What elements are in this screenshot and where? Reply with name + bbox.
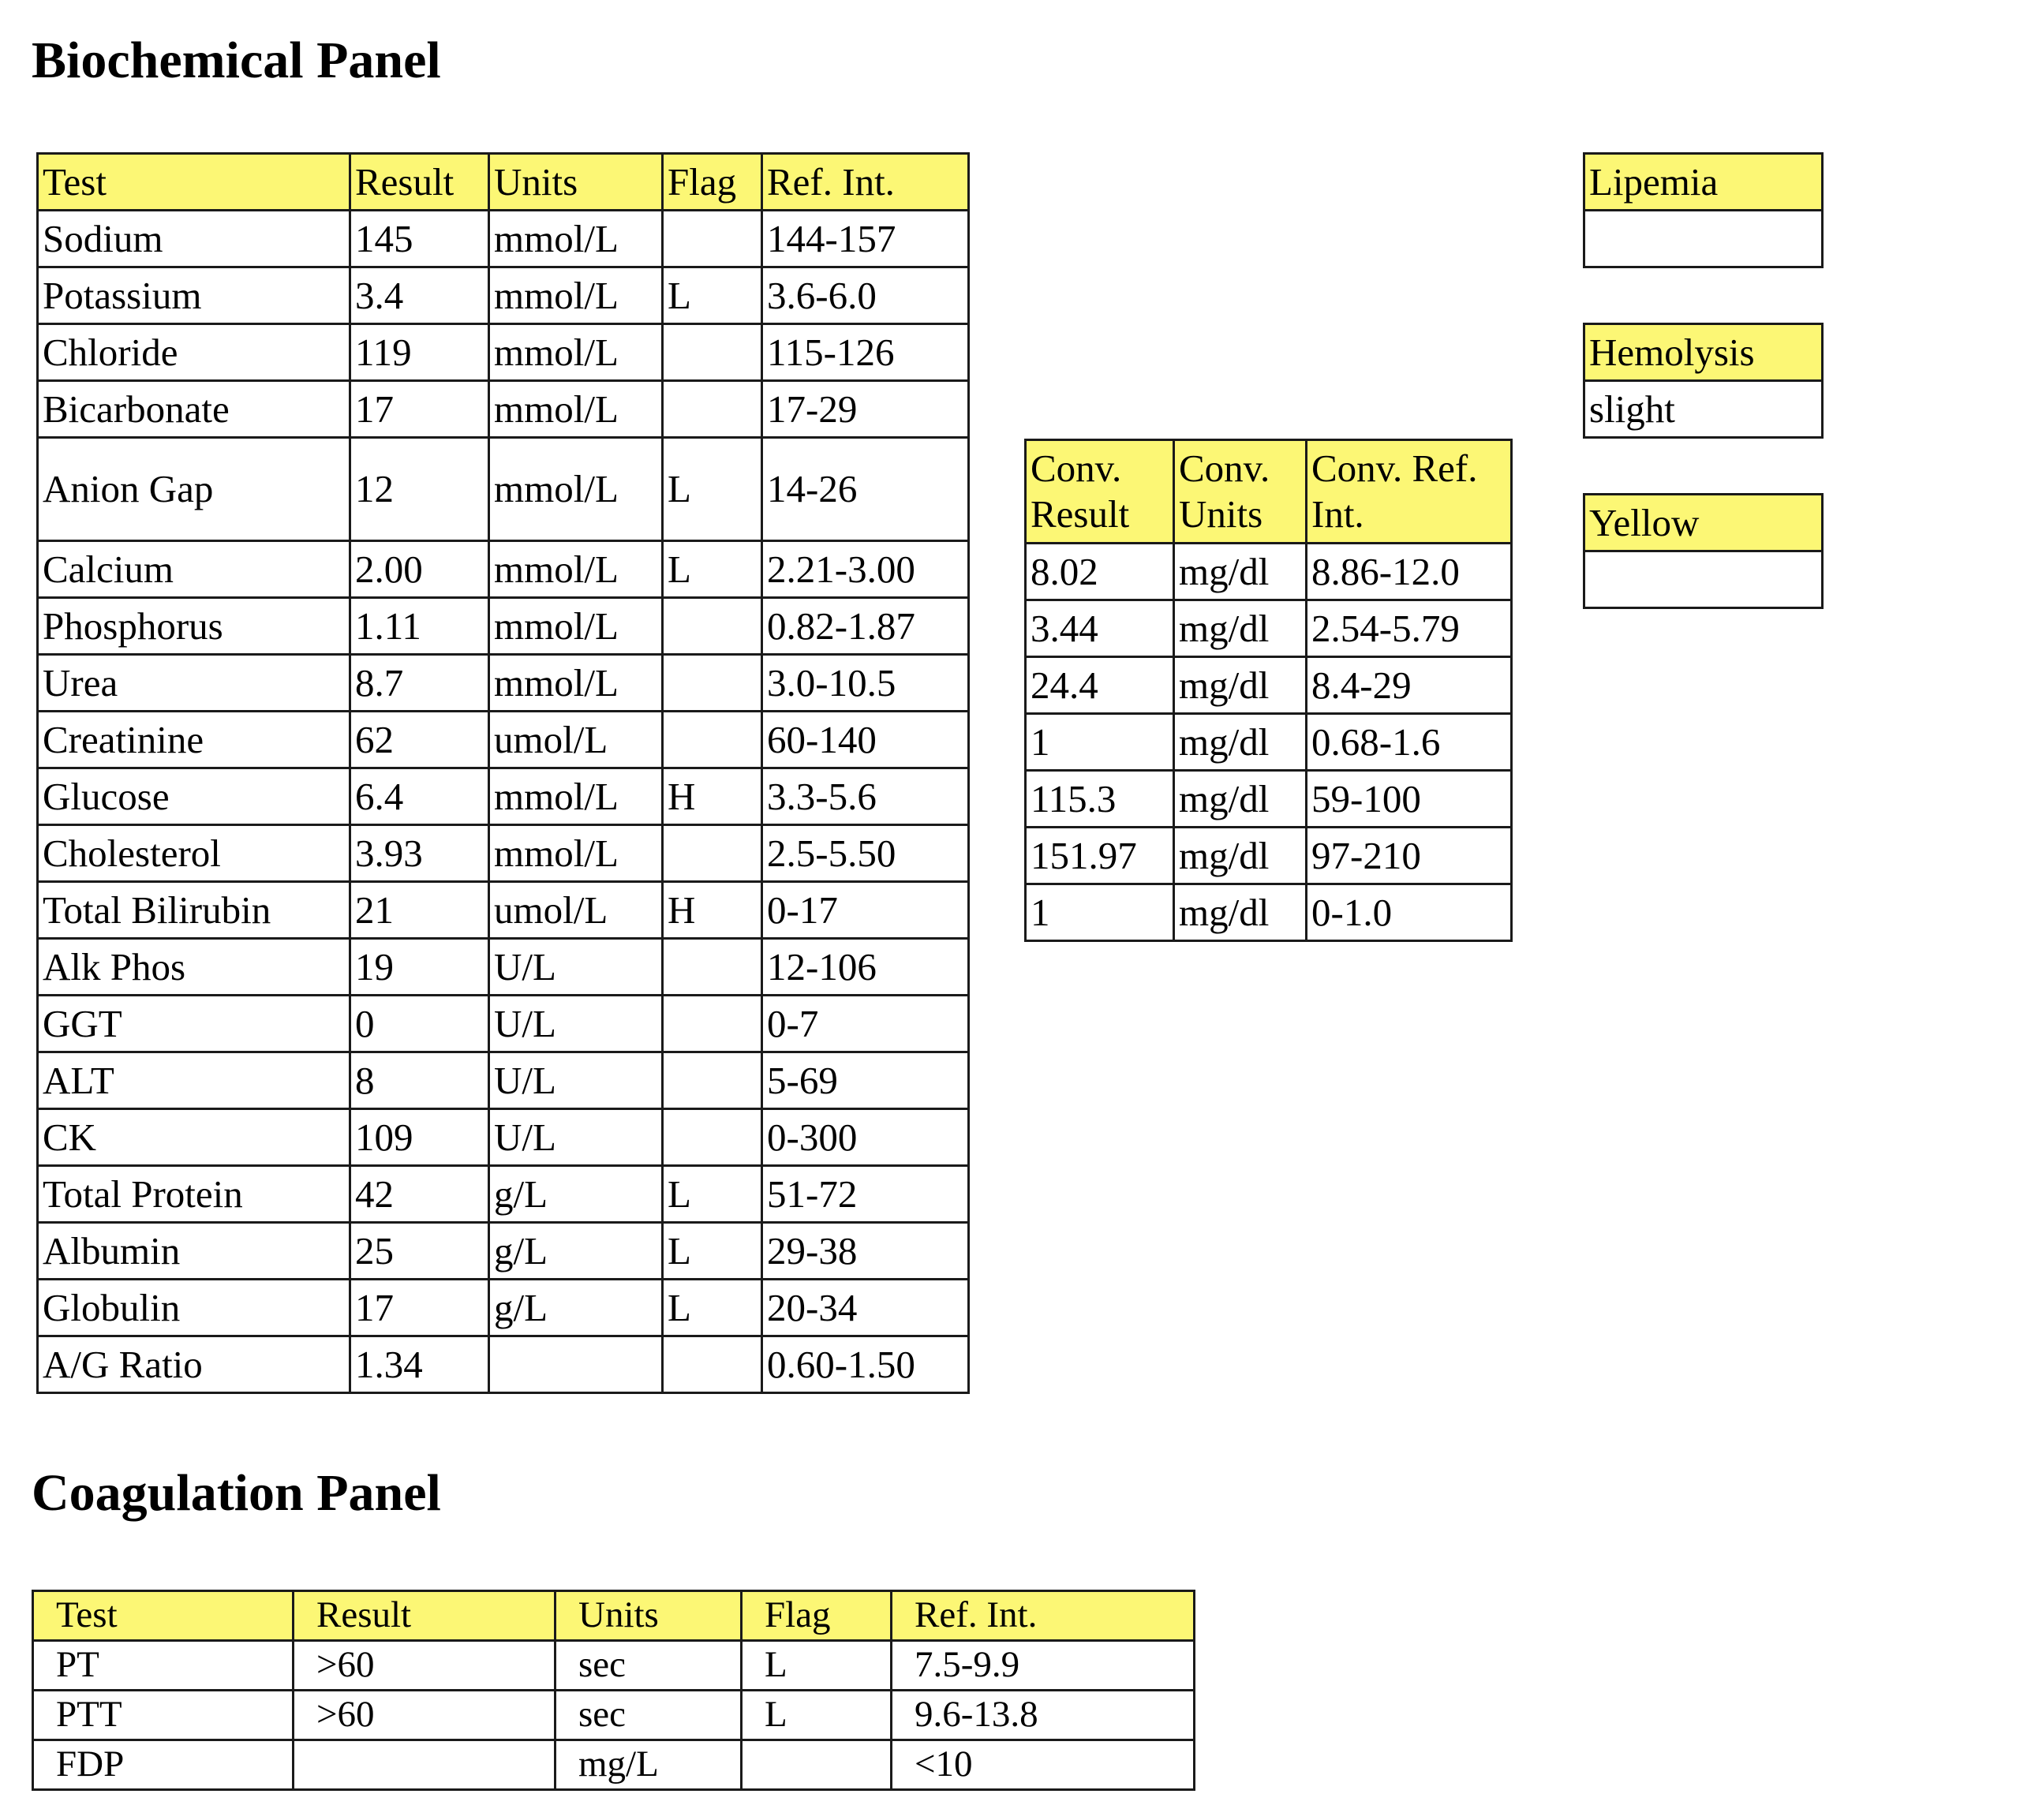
sample-quality-label-row bbox=[1584, 495, 1823, 551]
table-header-row-cell: Flag bbox=[663, 154, 762, 211]
table-row-cell: 145 bbox=[350, 211, 489, 267]
table-row-cell: mmol/L bbox=[489, 598, 663, 655]
table-row-cell: mmol/L bbox=[489, 267, 663, 324]
conversion-table bbox=[1024, 439, 1513, 942]
table-row-cell: 51-72 bbox=[762, 1166, 969, 1223]
table-row-cell: Anion Gap bbox=[38, 438, 350, 541]
sample-quality-label: Lipemia bbox=[1584, 154, 1823, 211]
table-row-cell bbox=[663, 381, 762, 438]
table-header-row-cell: Ref. Int. bbox=[892, 1591, 1195, 1641]
table-row-cell: 20-34 bbox=[762, 1280, 969, 1336]
table-row-cell: 97-210 bbox=[1307, 828, 1512, 884]
table-row-cell bbox=[742, 1740, 892, 1790]
table-row bbox=[38, 267, 969, 324]
table-row-cell: umol/L bbox=[489, 712, 663, 768]
table-row bbox=[1026, 600, 1512, 657]
table-row-cell: 2.5-5.50 bbox=[762, 825, 969, 882]
table-row-cell: 29-38 bbox=[762, 1223, 969, 1280]
table-row-cell: L bbox=[663, 541, 762, 598]
table-row-cell: 3.44 bbox=[1026, 600, 1174, 657]
table-row-cell: L bbox=[663, 1280, 762, 1336]
table-row-cell: 115.3 bbox=[1026, 771, 1174, 828]
table-row-cell bbox=[663, 1109, 762, 1166]
table-row-cell: PTT bbox=[33, 1691, 294, 1740]
table-row-cell bbox=[663, 1336, 762, 1393]
table-row bbox=[38, 211, 969, 267]
table-row-cell: 109 bbox=[350, 1109, 489, 1166]
table-row bbox=[1026, 884, 1512, 941]
table-row-cell: 3.0-10.5 bbox=[762, 655, 969, 712]
table-row-cell: 1 bbox=[1026, 714, 1174, 771]
table-row-cell: 0-300 bbox=[762, 1109, 969, 1166]
table-row bbox=[38, 1223, 969, 1280]
table-row-cell: CK bbox=[38, 1109, 350, 1166]
table-row bbox=[1026, 828, 1512, 884]
table-row bbox=[1026, 544, 1512, 600]
table-row-cell: U/L bbox=[489, 996, 663, 1052]
table-header-row-cell: Conv. Ref. Int. bbox=[1307, 440, 1512, 544]
sample-quality-value-row bbox=[1584, 211, 1823, 267]
table-header-row-cell: Result bbox=[350, 154, 489, 211]
table-row-cell: 119 bbox=[350, 324, 489, 381]
table-row-cell: 14-26 bbox=[762, 438, 969, 541]
table-row-cell bbox=[663, 324, 762, 381]
table-row bbox=[38, 655, 969, 712]
table-row-cell: 59-100 bbox=[1307, 771, 1512, 828]
table-row-cell: 0-7 bbox=[762, 996, 969, 1052]
table-row-cell: Creatinine bbox=[38, 712, 350, 768]
table-row-cell: mg/dl bbox=[1174, 657, 1307, 714]
table-row bbox=[38, 1109, 969, 1166]
table-row-cell: 8.86-12.0 bbox=[1307, 544, 1512, 600]
table-row-cell: 17-29 bbox=[762, 381, 969, 438]
table-header-row bbox=[1026, 440, 1512, 544]
biochemical-panel-title: Biochemical Panel bbox=[32, 32, 441, 89]
table-row-cell: >60 bbox=[294, 1641, 556, 1691]
table-row-cell: mg/dl bbox=[1174, 600, 1307, 657]
table-row-cell: U/L bbox=[489, 1109, 663, 1166]
table-row-cell: sec bbox=[556, 1691, 742, 1740]
sample-quality-table bbox=[1583, 152, 1824, 609]
table-row-cell: 9.6-13.8 bbox=[892, 1691, 1195, 1740]
table-row-cell: 8.7 bbox=[350, 655, 489, 712]
table-row-cell: Bicarbonate bbox=[38, 381, 350, 438]
table-row bbox=[38, 939, 969, 996]
table-row-cell: mmol/L bbox=[489, 825, 663, 882]
table-row-cell: >60 bbox=[294, 1691, 556, 1740]
table-header-row bbox=[33, 1591, 1195, 1641]
table-row-cell: 0 bbox=[350, 996, 489, 1052]
table-row-cell bbox=[294, 1740, 556, 1790]
table-row-cell: H bbox=[663, 768, 762, 825]
table-row-cell: 0.82-1.87 bbox=[762, 598, 969, 655]
table-row-cell: 6.4 bbox=[350, 768, 489, 825]
table-row-cell: 3.3-5.6 bbox=[762, 768, 969, 825]
table-row-cell: U/L bbox=[489, 939, 663, 996]
table-row bbox=[38, 1336, 969, 1393]
table-row-cell: H bbox=[663, 882, 762, 939]
table-row-cell: mg/dl bbox=[1174, 771, 1307, 828]
table-row-cell bbox=[663, 939, 762, 996]
table-row-cell: Total Protein bbox=[38, 1166, 350, 1223]
sample-quality-value-row bbox=[1584, 381, 1823, 438]
spacer bbox=[1584, 438, 1823, 495]
coagulation-panel-title: Coagulation Panel bbox=[32, 1464, 441, 1522]
table-row bbox=[38, 1166, 969, 1223]
table-row-cell bbox=[663, 598, 762, 655]
table-row-cell: <10 bbox=[892, 1740, 1195, 1790]
table-row-cell: 42 bbox=[350, 1166, 489, 1223]
table-row-cell: L bbox=[663, 1223, 762, 1280]
table-row-cell: g/L bbox=[489, 1280, 663, 1336]
table-row-cell: L bbox=[663, 438, 762, 541]
table-row-cell: mg/dl bbox=[1174, 884, 1307, 941]
table-row-cell: 3.6-6.0 bbox=[762, 267, 969, 324]
table-row-cell: 2.54-5.79 bbox=[1307, 600, 1512, 657]
table-row-cell: Potassium bbox=[38, 267, 350, 324]
table-row-cell: ALT bbox=[38, 1052, 350, 1109]
table-row-cell: U/L bbox=[489, 1052, 663, 1109]
table-row bbox=[38, 1052, 969, 1109]
table-row-cell: Albumin bbox=[38, 1223, 350, 1280]
table-row-cell: 8 bbox=[350, 1052, 489, 1109]
table-row-cell: Chloride bbox=[38, 324, 350, 381]
table-row bbox=[38, 541, 969, 598]
table-row-cell: mmol/L bbox=[489, 541, 663, 598]
table-row-cell: FDP bbox=[33, 1740, 294, 1790]
table-row-cell bbox=[663, 712, 762, 768]
table-row-cell: 1.34 bbox=[350, 1336, 489, 1393]
table-header-row-cell: Units bbox=[489, 154, 663, 211]
sample-quality-label-row bbox=[1584, 324, 1823, 381]
table-row-cell bbox=[663, 655, 762, 712]
table-row-cell: 60-140 bbox=[762, 712, 969, 768]
table-row-cell: 0.60-1.50 bbox=[762, 1336, 969, 1393]
table-header-row-cell: Ref. Int. bbox=[762, 154, 969, 211]
table-row bbox=[1026, 714, 1512, 771]
sample-quality-value bbox=[1584, 551, 1823, 608]
sample-quality-value: slight bbox=[1584, 381, 1823, 438]
table-row-cell: PT bbox=[33, 1641, 294, 1691]
table-row-cell: 0.68-1.6 bbox=[1307, 714, 1512, 771]
table-row bbox=[38, 825, 969, 882]
table-row-cell: mmol/L bbox=[489, 324, 663, 381]
table-row bbox=[1026, 657, 1512, 714]
table-header-row-cell: Result bbox=[294, 1591, 556, 1641]
table-header-row-cell: Conv. Result bbox=[1026, 440, 1174, 544]
table-row-cell: Phosphorus bbox=[38, 598, 350, 655]
table-row bbox=[38, 712, 969, 768]
biochemical-table bbox=[36, 152, 970, 1394]
table-row-cell bbox=[663, 825, 762, 882]
table-header-row-cell: Units bbox=[556, 1591, 742, 1641]
table-row bbox=[33, 1641, 1195, 1691]
table-row-cell: L bbox=[742, 1641, 892, 1691]
table-header-row-cell: Test bbox=[38, 154, 350, 211]
sample-quality-label: Yellow bbox=[1584, 495, 1823, 551]
table-row-cell: sec bbox=[556, 1641, 742, 1691]
table-row-cell: 5-69 bbox=[762, 1052, 969, 1109]
table-row bbox=[33, 1691, 1195, 1740]
table-row-cell: 25 bbox=[350, 1223, 489, 1280]
table-row bbox=[38, 882, 969, 939]
table-row-cell: 8.4-29 bbox=[1307, 657, 1512, 714]
table-row bbox=[38, 598, 969, 655]
table-row-cell: L bbox=[663, 1166, 762, 1223]
table-row-cell: umol/L bbox=[489, 882, 663, 939]
table-row-cell: g/L bbox=[489, 1166, 663, 1223]
table-row-cell bbox=[663, 996, 762, 1052]
table-row bbox=[38, 768, 969, 825]
table-row-cell: A/G Ratio bbox=[38, 1336, 350, 1393]
table-row-cell: mg/L bbox=[556, 1740, 742, 1790]
table-row-cell: 12 bbox=[350, 438, 489, 541]
table-row bbox=[38, 438, 969, 541]
table-row-cell: 1 bbox=[1026, 884, 1174, 941]
table-header-row bbox=[38, 154, 969, 211]
table-row-cell: g/L bbox=[489, 1223, 663, 1280]
table-header-row-cell: Test bbox=[33, 1591, 294, 1641]
table-row-cell: 8.02 bbox=[1026, 544, 1174, 600]
table-row-cell: 7.5-9.9 bbox=[892, 1641, 1195, 1691]
table-row bbox=[38, 1280, 969, 1336]
table-row-cell: mg/dl bbox=[1174, 544, 1307, 600]
table-row-cell: Alk Phos bbox=[38, 939, 350, 996]
table-row bbox=[38, 996, 969, 1052]
table-row-cell: 21 bbox=[350, 882, 489, 939]
table-row-cell: 62 bbox=[350, 712, 489, 768]
table-row-cell: mmol/L bbox=[489, 438, 663, 541]
table-row-cell: Calcium bbox=[38, 541, 350, 598]
table-row-cell bbox=[663, 1052, 762, 1109]
table-row bbox=[1026, 771, 1512, 828]
table-row-cell: L bbox=[663, 267, 762, 324]
table-row-cell bbox=[489, 1336, 663, 1393]
table-row bbox=[38, 381, 969, 438]
table-row-cell: 2.00 bbox=[350, 541, 489, 598]
sample-quality-value-row bbox=[1584, 551, 1823, 608]
table-row-cell: Total Bilirubin bbox=[38, 882, 350, 939]
table-row-cell: Cholesterol bbox=[38, 825, 350, 882]
table-row-cell: Globulin bbox=[38, 1280, 350, 1336]
sample-quality-label-row bbox=[1584, 154, 1823, 211]
table-row-cell: 3.4 bbox=[350, 267, 489, 324]
table-row-cell: Glucose bbox=[38, 768, 350, 825]
table-row-cell: 1.11 bbox=[350, 598, 489, 655]
table-row bbox=[38, 324, 969, 381]
table-row-cell: mmol/L bbox=[489, 211, 663, 267]
table-row-cell: 17 bbox=[350, 381, 489, 438]
spacer bbox=[1584, 267, 1823, 324]
table-header-row-cell: Flag bbox=[742, 1591, 892, 1641]
table-header-row-cell: Conv. Units bbox=[1174, 440, 1307, 544]
table-row-cell: 144-157 bbox=[762, 211, 969, 267]
table-row-cell: mg/dl bbox=[1174, 828, 1307, 884]
table-row-cell: 0-17 bbox=[762, 882, 969, 939]
table-row-cell: mmol/L bbox=[489, 768, 663, 825]
table-row-cell: 115-126 bbox=[762, 324, 969, 381]
table-row-cell: 0-1.0 bbox=[1307, 884, 1512, 941]
sample-quality-value bbox=[1584, 211, 1823, 267]
coagulation-table bbox=[32, 1590, 1195, 1791]
table-row-cell bbox=[663, 211, 762, 267]
table-row-cell: Sodium bbox=[38, 211, 350, 267]
table-row-cell: 17 bbox=[350, 1280, 489, 1336]
table-row-cell: Urea bbox=[38, 655, 350, 712]
table-row bbox=[33, 1740, 1195, 1790]
table-row-cell: mg/dl bbox=[1174, 714, 1307, 771]
table-row-cell: L bbox=[742, 1691, 892, 1740]
table-row-cell: 12-106 bbox=[762, 939, 969, 996]
table-row-cell: mmol/L bbox=[489, 381, 663, 438]
table-row-cell: mmol/L bbox=[489, 655, 663, 712]
table-row-cell: 151.97 bbox=[1026, 828, 1174, 884]
table-row-cell: 24.4 bbox=[1026, 657, 1174, 714]
table-row-cell: 19 bbox=[350, 939, 489, 996]
table-row-cell: GGT bbox=[38, 996, 350, 1052]
sample-quality-label: Hemolysis bbox=[1584, 324, 1823, 381]
table-row-cell: 2.21-3.00 bbox=[762, 541, 969, 598]
table-row-cell: 3.93 bbox=[350, 825, 489, 882]
